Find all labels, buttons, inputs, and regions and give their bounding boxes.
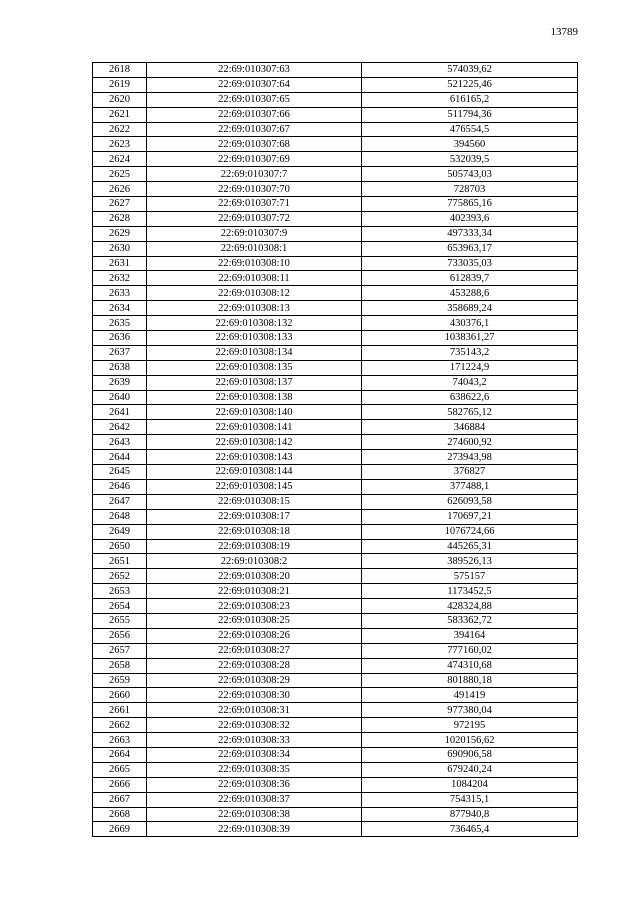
cadastral-number-cell: 22:69:010308:133 <box>147 331 362 346</box>
cadastral-value-cell: 402393,6 <box>362 211 578 226</box>
row-number-cell: 2666 <box>93 777 147 792</box>
row-number-cell: 2624 <box>93 152 147 167</box>
table-row <box>93 509 578 524</box>
cadastral-value-cell: 754315,1 <box>362 792 578 807</box>
table-row <box>93 286 578 301</box>
cadastral-value-table <box>92 62 578 837</box>
cadastral-number-cell: 22:69:010307:71 <box>147 197 362 212</box>
cadastral-value-cell: 777160,02 <box>362 643 578 658</box>
cadastral-value-cell: 612839,7 <box>362 271 578 286</box>
table-row <box>93 658 578 673</box>
table-row <box>93 107 578 122</box>
table-row <box>93 584 578 599</box>
cadastral-number-cell: 22:69:010308:10 <box>147 256 362 271</box>
table-row <box>93 211 578 226</box>
cadastral-value-cell: 497333,34 <box>362 226 578 241</box>
cadastral-number-cell: 22:69:010308:134 <box>147 345 362 360</box>
row-number-cell: 2658 <box>93 658 147 673</box>
cadastral-value-cell: 736465,4 <box>362 822 578 837</box>
row-number-cell: 2638 <box>93 360 147 375</box>
cadastral-number-cell: 22:69:010308:142 <box>147 435 362 450</box>
row-number-cell: 2639 <box>93 375 147 390</box>
row-number-cell: 2645 <box>93 465 147 480</box>
row-number-cell: 2659 <box>93 673 147 688</box>
cadastral-value-cell: 735143,2 <box>362 345 578 360</box>
row-number-cell: 2627 <box>93 197 147 212</box>
row-number-cell: 2632 <box>93 271 147 286</box>
table-row <box>93 137 578 152</box>
row-number-cell: 2635 <box>93 316 147 331</box>
table-row <box>93 643 578 658</box>
table-row <box>93 197 578 212</box>
cadastral-number-cell: 22:69:010308:32 <box>147 718 362 733</box>
row-number-cell: 2663 <box>93 733 147 748</box>
table-row <box>93 331 578 346</box>
table-row <box>93 301 578 316</box>
cadastral-number-cell: 22:69:010307:68 <box>147 137 362 152</box>
cadastral-number-cell: 22:69:010308:25 <box>147 613 362 628</box>
row-number-cell: 2667 <box>93 792 147 807</box>
row-number-cell: 2660 <box>93 688 147 703</box>
row-number-cell: 2650 <box>93 539 147 554</box>
cadastral-value-cell: 583362,72 <box>362 613 578 628</box>
row-number-cell: 2647 <box>93 494 147 509</box>
cadastral-number-cell: 22:69:010308:28 <box>147 658 362 673</box>
cadastral-value-cell: 653963,17 <box>362 241 578 256</box>
cadastral-value-cell: 389526,13 <box>362 554 578 569</box>
table-row <box>93 807 578 822</box>
cadastral-number-cell: 22:69:010308:137 <box>147 375 362 390</box>
table-row <box>93 539 578 554</box>
cadastral-value-cell: 1076724,66 <box>362 524 578 539</box>
table-row <box>93 465 578 480</box>
cadastral-number-cell: 22:69:010308:12 <box>147 286 362 301</box>
row-number-cell: 2626 <box>93 182 147 197</box>
cadastral-number-cell: 22:69:010307:7 <box>147 167 362 182</box>
cadastral-value-cell: 977380,04 <box>362 703 578 718</box>
table-row <box>93 63 578 78</box>
cadastral-number-cell: 22:69:010308:23 <box>147 599 362 614</box>
row-number-cell: 2657 <box>93 643 147 658</box>
table-body <box>93 63 578 837</box>
cadastral-value-cell: 346884 <box>362 420 578 435</box>
cadastral-number-cell: 22:69:010307:65 <box>147 92 362 107</box>
cadastral-value-cell: 394164 <box>362 628 578 643</box>
cadastral-value-cell: 358689,24 <box>362 301 578 316</box>
cadastral-number-cell: 22:69:010308:34 <box>147 747 362 762</box>
table-row <box>93 747 578 762</box>
row-number-cell: 2668 <box>93 807 147 822</box>
row-number-cell: 2651 <box>93 554 147 569</box>
cadastral-number-cell: 22:69:010308:33 <box>147 733 362 748</box>
cadastral-value-cell: 801880,18 <box>362 673 578 688</box>
cadastral-number-cell: 22:69:010308:143 <box>147 450 362 465</box>
cadastral-value-cell: 476554,5 <box>362 122 578 137</box>
table-row <box>93 345 578 360</box>
row-number-cell: 2641 <box>93 405 147 420</box>
table-row <box>93 420 578 435</box>
cadastral-number-cell: 22:69:010308:138 <box>147 390 362 405</box>
table-row <box>93 167 578 182</box>
row-number-cell: 2656 <box>93 628 147 643</box>
cadastral-value-cell: 445265,31 <box>362 539 578 554</box>
cadastral-value-cell: 1038361,27 <box>362 331 578 346</box>
row-number-cell: 2630 <box>93 241 147 256</box>
table-row <box>93 792 578 807</box>
row-number-cell: 2621 <box>93 107 147 122</box>
cadastral-number-cell: 22:69:010308:144 <box>147 465 362 480</box>
table-row <box>93 405 578 420</box>
row-number-cell: 2669 <box>93 822 147 837</box>
row-number-cell: 2619 <box>93 77 147 92</box>
cadastral-value-cell: 377488,1 <box>362 479 578 494</box>
cadastral-number-cell: 22:69:010308:27 <box>147 643 362 658</box>
row-number-cell: 2640 <box>93 390 147 405</box>
cadastral-value-cell: 775865,16 <box>362 197 578 212</box>
cadastral-value-cell: 505743,03 <box>362 167 578 182</box>
cadastral-number-cell: 22:69:010308:36 <box>147 777 362 792</box>
table-row <box>93 718 578 733</box>
cadastral-value-cell: 171224,9 <box>362 360 578 375</box>
table-row <box>93 613 578 628</box>
table-row <box>93 256 578 271</box>
cadastral-value-cell: 575157 <box>362 569 578 584</box>
row-number-cell: 2622 <box>93 122 147 137</box>
cadastral-value-cell: 511794,36 <box>362 107 578 122</box>
cadastral-value-cell: 474310,68 <box>362 658 578 673</box>
cadastral-value-cell: 428324,88 <box>362 599 578 614</box>
cadastral-number-cell: 22:69:010307:63 <box>147 63 362 78</box>
cadastral-value-cell: 626093,58 <box>362 494 578 509</box>
cadastral-number-cell: 22:69:010307:9 <box>147 226 362 241</box>
cadastral-value-cell: 74043,2 <box>362 375 578 390</box>
cadastral-value-cell: 638622,6 <box>362 390 578 405</box>
page-number: 13789 <box>550 26 578 38</box>
cadastral-value-cell: 679240,24 <box>362 762 578 777</box>
row-number-cell: 2637 <box>93 345 147 360</box>
row-number-cell: 2642 <box>93 420 147 435</box>
table-row <box>93 241 578 256</box>
cadastral-value-cell: 1020156,62 <box>362 733 578 748</box>
cadastral-value-cell: 733035,03 <box>362 256 578 271</box>
table-row <box>93 316 578 331</box>
table-row <box>93 822 578 837</box>
table-row <box>93 435 578 450</box>
cadastral-number-cell: 22:69:010307:66 <box>147 107 362 122</box>
row-number-cell: 2623 <box>93 137 147 152</box>
table-row <box>93 226 578 241</box>
cadastral-value-cell: 616165,2 <box>362 92 578 107</box>
row-number-cell: 2631 <box>93 256 147 271</box>
cadastral-value-cell: 582765,12 <box>362 405 578 420</box>
row-number-cell: 2648 <box>93 509 147 524</box>
table-row <box>93 733 578 748</box>
cadastral-number-cell: 22:69:010308:31 <box>147 703 362 718</box>
cadastral-number-cell: 22:69:010307:64 <box>147 77 362 92</box>
table-row <box>93 673 578 688</box>
cadastral-number-cell: 22:69:010308:132 <box>147 316 362 331</box>
table-row <box>93 688 578 703</box>
cadastral-number-cell: 22:69:010308:19 <box>147 539 362 554</box>
table-row <box>93 182 578 197</box>
cadastral-number-cell: 22:69:010307:70 <box>147 182 362 197</box>
cadastral-number-cell: 22:69:010307:72 <box>147 211 362 226</box>
cadastral-number-cell: 22:69:010308:38 <box>147 807 362 822</box>
cadastral-value-cell: 376827 <box>362 465 578 480</box>
cadastral-number-cell: 22:69:010308:13 <box>147 301 362 316</box>
row-number-cell: 2644 <box>93 450 147 465</box>
table-row <box>93 703 578 718</box>
table-row <box>93 375 578 390</box>
cadastral-value-cell: 1084204 <box>362 777 578 792</box>
row-number-cell: 2629 <box>93 226 147 241</box>
cadastral-number-cell: 22:69:010308:140 <box>147 405 362 420</box>
row-number-cell: 2665 <box>93 762 147 777</box>
table-row <box>93 390 578 405</box>
table-row <box>93 777 578 792</box>
table-row <box>93 152 578 167</box>
table-row <box>93 762 578 777</box>
row-number-cell: 2653 <box>93 584 147 599</box>
cadastral-value-cell: 972195 <box>362 718 578 733</box>
cadastral-value-cell: 170697,21 <box>362 509 578 524</box>
cadastral-number-cell: 22:69:010308:20 <box>147 569 362 584</box>
row-number-cell: 2664 <box>93 747 147 762</box>
cadastral-number-cell: 22:69:010308:2 <box>147 554 362 569</box>
table-row <box>93 569 578 584</box>
row-number-cell: 2643 <box>93 435 147 450</box>
cadastral-value-cell: 1173452,5 <box>362 584 578 599</box>
row-number-cell: 2633 <box>93 286 147 301</box>
table-row <box>93 122 578 137</box>
row-number-cell: 2661 <box>93 703 147 718</box>
row-number-cell: 2662 <box>93 718 147 733</box>
row-number-cell: 2620 <box>93 92 147 107</box>
table-row <box>93 271 578 286</box>
row-number-cell: 2654 <box>93 599 147 614</box>
cadastral-number-cell: 22:69:010307:67 <box>147 122 362 137</box>
table-row <box>93 524 578 539</box>
cadastral-value-cell: 521225,46 <box>362 77 578 92</box>
cadastral-value-cell: 274600,92 <box>362 435 578 450</box>
cadastral-number-cell: 22:69:010308:17 <box>147 509 362 524</box>
row-number-cell: 2636 <box>93 331 147 346</box>
cadastral-number-cell: 22:69:010308:18 <box>147 524 362 539</box>
row-number-cell: 2618 <box>93 63 147 78</box>
cadastral-value-cell: 690906,58 <box>362 747 578 762</box>
cadastral-number-cell: 22:69:010308:1 <box>147 241 362 256</box>
cadastral-number-cell: 22:69:010308:35 <box>147 762 362 777</box>
cadastral-value-cell: 394560 <box>362 137 578 152</box>
row-number-cell: 2625 <box>93 167 147 182</box>
cadastral-value-cell: 430376,1 <box>362 316 578 331</box>
cadastral-number-cell: 22:69:010308:145 <box>147 479 362 494</box>
cadastral-number-cell: 22:69:010308:26 <box>147 628 362 643</box>
table-row <box>93 360 578 375</box>
cadastral-number-cell: 22:69:010308:15 <box>147 494 362 509</box>
table-row <box>93 494 578 509</box>
table-row <box>93 554 578 569</box>
cadastral-number-cell: 22:69:010308:30 <box>147 688 362 703</box>
table-row <box>93 450 578 465</box>
row-number-cell: 2646 <box>93 479 147 494</box>
cadastral-value-cell: 491419 <box>362 688 578 703</box>
cadastral-number-cell: 22:69:010308:135 <box>147 360 362 375</box>
row-number-cell: 2652 <box>93 569 147 584</box>
row-number-cell: 2649 <box>93 524 147 539</box>
cadastral-number-cell: 22:69:010308:11 <box>147 271 362 286</box>
cadastral-value-cell: 532039,5 <box>362 152 578 167</box>
cadastral-number-cell: 22:69:010308:39 <box>147 822 362 837</box>
table-row <box>93 77 578 92</box>
cadastral-value-cell: 728703 <box>362 182 578 197</box>
cadastral-value-cell: 574039,62 <box>362 63 578 78</box>
table-row <box>93 599 578 614</box>
cadastral-value-cell: 453288,6 <box>362 286 578 301</box>
cadastral-number-cell: 22:69:010308:29 <box>147 673 362 688</box>
row-number-cell: 2628 <box>93 211 147 226</box>
row-number-cell: 2655 <box>93 613 147 628</box>
cadastral-value-cell: 877940,8 <box>362 807 578 822</box>
table-row <box>93 92 578 107</box>
cadastral-number-cell: 22:69:010308:37 <box>147 792 362 807</box>
cadastral-number-cell: 22:69:010308:141 <box>147 420 362 435</box>
cadastral-value-cell: 273943,98 <box>362 450 578 465</box>
table-row <box>93 479 578 494</box>
row-number-cell: 2634 <box>93 301 147 316</box>
cadastral-number-cell: 22:69:010307:69 <box>147 152 362 167</box>
cadastral-number-cell: 22:69:010308:21 <box>147 584 362 599</box>
table-row <box>93 628 578 643</box>
